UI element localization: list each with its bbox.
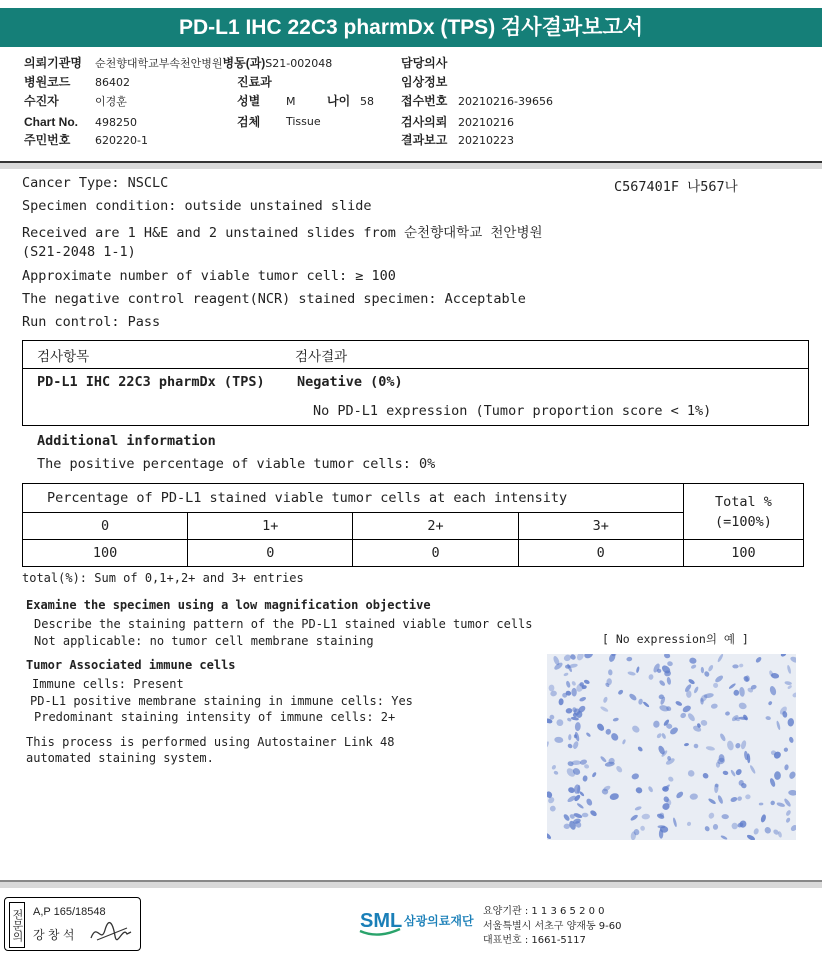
nucleus xyxy=(647,785,654,792)
sml-logo-text: SML xyxy=(360,910,402,932)
total-header-line1: Total % xyxy=(714,493,772,510)
id-label: 주민번호 xyxy=(24,133,71,147)
nucleus xyxy=(547,741,550,748)
nucleus xyxy=(770,800,776,806)
nucleus xyxy=(641,814,650,820)
nucleus xyxy=(760,814,767,823)
slide-id: (S21-2048 1-1) xyxy=(22,244,136,260)
nucleus xyxy=(667,661,673,667)
nucleus xyxy=(785,809,792,816)
nucleus xyxy=(749,764,756,774)
nucleus xyxy=(707,664,714,672)
nucleus xyxy=(722,770,728,775)
nucleus xyxy=(600,755,608,763)
nucleus xyxy=(694,744,699,749)
nucleus xyxy=(731,822,738,830)
req-org-value: 순천향대학교부속천안병원 xyxy=(95,57,223,70)
ncr-text: The negative control reagent(NCR) stained specimen: Acceptable xyxy=(22,291,526,307)
examine-title: Examine the specimen using a low magnification objective xyxy=(26,598,431,612)
specimen-code: C567401F 나567나 xyxy=(614,179,738,195)
nucleus xyxy=(702,772,710,780)
nucleus xyxy=(730,796,738,803)
foundation-name: 삼광의료재단 xyxy=(404,914,474,928)
nucleus xyxy=(583,654,594,660)
nucleus xyxy=(547,832,552,840)
examine-line2: Not applicable: no tumor cell membrane staining xyxy=(34,634,374,648)
value-3: 0 xyxy=(518,540,683,567)
micrograph-image xyxy=(547,654,796,840)
nucleus xyxy=(648,674,654,681)
nucleus xyxy=(667,776,674,783)
dept2-label: 진료과 xyxy=(237,75,272,89)
examine-line1: Describe the staining pattern of the PD-L1 stained viable tumor cells xyxy=(34,617,533,631)
level-3: 3+ xyxy=(518,513,683,540)
report-title: PD-L1 IHC 22C3 pharmDx (TPS) 검사결과보고서 xyxy=(0,8,822,47)
nucleus xyxy=(717,654,724,663)
nucleus xyxy=(675,790,684,799)
nucleus xyxy=(548,685,554,692)
chart-label: Chart No. xyxy=(24,115,78,129)
nucleus xyxy=(708,798,717,806)
nucleus xyxy=(776,802,785,808)
nucleus xyxy=(666,677,671,685)
nucleus xyxy=(712,682,719,689)
nucleus xyxy=(572,741,579,750)
age-value: 58 xyxy=(360,95,374,108)
org-number: 요양기관 : 1 1 3 6 5 2 0 0 xyxy=(483,906,605,917)
nucleus xyxy=(603,696,609,703)
nucleus xyxy=(661,732,667,739)
immune-line1: Immune cells: Present xyxy=(32,677,184,691)
result-col-item: 검사항목 xyxy=(37,349,90,365)
address: 서울특별시 서초구 양재동 9-60 xyxy=(483,921,622,932)
doctor-label: 담당의사 xyxy=(401,56,448,70)
nucleus xyxy=(728,683,736,690)
nucleus xyxy=(746,834,756,840)
nucleus xyxy=(703,670,710,677)
nucleus xyxy=(575,722,581,731)
nucleus xyxy=(630,814,639,822)
id-value: 620220-1 xyxy=(95,134,148,147)
additional-text: The positive percentage of viable tumor cells: 0% xyxy=(37,456,436,472)
nucleus xyxy=(562,813,570,822)
nucleus xyxy=(732,664,738,668)
nucleus xyxy=(568,734,572,740)
received-text: Received are 1 H&E and 2 unstained slides from 순천향대학교 천안병원 xyxy=(22,225,543,241)
nucleus xyxy=(549,805,556,812)
sex-label: 성별 xyxy=(237,94,261,108)
nucleus xyxy=(635,786,644,794)
nucleus xyxy=(576,802,584,809)
nucleus xyxy=(576,654,585,662)
nucleus xyxy=(684,743,689,747)
nucleus xyxy=(726,740,734,751)
nucleus xyxy=(628,693,637,702)
nucleus xyxy=(704,825,711,832)
nucleus xyxy=(682,704,693,713)
patient-label: 수진자 xyxy=(24,94,59,108)
nucleus xyxy=(658,679,666,687)
nucleus xyxy=(565,708,572,714)
nucleus xyxy=(609,792,620,801)
hospital-code-label: 병원코드 xyxy=(24,75,71,89)
value-total: 100 xyxy=(683,540,803,567)
receipt-value: 20210216-39656 xyxy=(458,95,553,108)
nucleus xyxy=(788,736,794,743)
sex-value: M xyxy=(286,95,296,108)
nucleus xyxy=(627,671,636,676)
nucleus xyxy=(565,680,571,688)
nucleus xyxy=(608,669,613,675)
nucleus xyxy=(582,775,588,782)
nucleus xyxy=(612,717,619,722)
image-caption: [ No expression의 예 ] xyxy=(602,632,749,646)
clinical-label: 임상정보 xyxy=(401,75,448,89)
micrograph-cells xyxy=(547,654,796,840)
level-2: 2+ xyxy=(353,513,518,540)
result-box xyxy=(22,340,809,426)
nucleus xyxy=(788,770,796,779)
nucleus xyxy=(689,657,697,664)
nucleus xyxy=(714,674,724,683)
table-note: total(%): Sum of 0,1+,2+ and 3+ entries xyxy=(22,571,304,585)
nucleus xyxy=(774,771,781,780)
nucleus xyxy=(730,769,736,777)
nucleus xyxy=(721,814,729,819)
nucleus xyxy=(642,701,650,708)
nucleus xyxy=(579,696,587,702)
nucleus xyxy=(589,809,598,817)
nucleus xyxy=(687,712,697,722)
nucleus xyxy=(689,793,698,800)
nucleus xyxy=(713,824,719,830)
nucleus xyxy=(686,821,691,826)
level-0: 0 xyxy=(23,513,188,540)
specimen-label: 검체 xyxy=(237,115,261,129)
nucleus xyxy=(638,698,644,705)
nucleus xyxy=(753,828,760,836)
nucleus xyxy=(658,825,666,828)
test-name: PD-L1 IHC 22C3 pharmDx (TPS) xyxy=(37,374,265,390)
receipt-label: 접수번호 xyxy=(401,94,448,108)
nucleus xyxy=(790,824,796,833)
level-1: 1+ xyxy=(188,513,353,540)
intensity-table-header: Percentage of PD-L1 stained viable tumor cells at each intensity xyxy=(23,484,684,513)
nucleus xyxy=(784,764,789,771)
nucleus xyxy=(738,702,748,710)
result-col-result: 검사결과 xyxy=(295,349,348,365)
nucleus xyxy=(672,817,677,827)
nucleus xyxy=(785,817,791,823)
nucleus xyxy=(640,825,646,831)
nucleus xyxy=(690,664,697,670)
value-1: 0 xyxy=(188,540,353,567)
dept-label: 병동(과) xyxy=(222,56,266,70)
nucleus xyxy=(553,770,559,775)
specimen-value: Tissue xyxy=(286,115,321,128)
nucleus xyxy=(634,806,642,812)
sml-logo-icon xyxy=(358,903,402,937)
nucleus xyxy=(736,795,742,801)
nucleus xyxy=(755,656,763,664)
process-line1: This process is performed using Autostainer Link 48 xyxy=(26,735,395,749)
nucleus xyxy=(788,790,796,796)
nucleus xyxy=(769,777,776,787)
nucleus xyxy=(585,798,593,807)
immune-title: Tumor Associated immune cells xyxy=(26,658,236,672)
nucleus xyxy=(605,728,612,735)
total-header-line2: (=100%) xyxy=(714,513,772,530)
nucleus xyxy=(786,665,791,674)
nucleus xyxy=(784,681,792,686)
report-date-value: 20210223 xyxy=(458,134,514,147)
intensity-table xyxy=(22,483,804,567)
nucleus xyxy=(585,732,591,738)
nucleus xyxy=(554,736,564,743)
test-result: Negative (0%) xyxy=(297,374,403,390)
nucleus xyxy=(675,700,683,707)
nucleus xyxy=(701,667,705,674)
grey-band xyxy=(0,163,822,169)
nucleus xyxy=(719,733,727,742)
nucleus xyxy=(596,722,606,732)
age-label: 나이 xyxy=(327,94,351,108)
nucleus xyxy=(792,692,796,699)
footer-grey-band xyxy=(0,882,822,888)
nucleus xyxy=(735,768,743,776)
nucleus xyxy=(763,826,772,835)
req-date-label: 검사의뢰 xyxy=(401,115,448,129)
nucleus xyxy=(700,719,708,726)
stamp-label: 전문의 xyxy=(9,902,25,948)
nucleus xyxy=(563,672,569,677)
nucleus xyxy=(617,689,624,696)
nucleus xyxy=(725,711,731,716)
nucleus xyxy=(783,747,789,753)
nucleus xyxy=(679,712,686,719)
nucleus xyxy=(558,698,564,705)
nucleus xyxy=(740,740,747,750)
nucleus xyxy=(789,656,796,664)
nucleus xyxy=(780,654,787,658)
nucleus xyxy=(583,679,590,685)
process-line2: automated staining system. xyxy=(26,751,214,765)
nucleus xyxy=(768,700,773,705)
nucleus xyxy=(636,666,640,673)
pathologist-name: 강 창 석 xyxy=(33,928,75,942)
ap-number: A,P 165/18548 xyxy=(33,906,106,918)
nucleus xyxy=(653,720,660,728)
result-box-divider xyxy=(23,368,808,369)
nucleus xyxy=(733,689,740,696)
nucleus xyxy=(622,739,627,745)
immune-line3: Predominant staining intensity of immune cells: 2+ xyxy=(34,710,396,724)
nucleus xyxy=(571,680,577,686)
nucleus xyxy=(563,823,570,829)
nucleus xyxy=(787,685,793,690)
nucleus xyxy=(688,678,696,685)
nucleus xyxy=(765,716,771,721)
patient-value: 이경훈 xyxy=(95,95,127,108)
nucleus xyxy=(711,703,719,709)
nucleus xyxy=(717,795,724,805)
cancer-type: Cancer Type: NSCLC xyxy=(22,175,169,191)
sml-logo xyxy=(358,903,402,942)
chart-value: 498250 xyxy=(95,116,137,129)
total-header xyxy=(683,484,803,540)
nucleus xyxy=(571,688,577,697)
nucleus xyxy=(631,773,640,781)
nucleus xyxy=(693,686,699,694)
report-date-label: 결과보고 xyxy=(401,133,448,147)
nucleus xyxy=(706,746,716,752)
nucleus xyxy=(600,705,609,712)
additional-title: Additional information xyxy=(37,433,216,449)
value-2: 0 xyxy=(353,540,518,567)
specimen-condition: Specimen condition: outside unstained slide xyxy=(22,198,372,214)
hospital-code-value: 86402 xyxy=(95,76,130,89)
nucleus xyxy=(555,718,564,727)
signature-icon xyxy=(87,918,135,946)
nucleus xyxy=(567,743,574,749)
nucleus xyxy=(745,794,751,799)
nucleus xyxy=(591,771,597,777)
nucleus xyxy=(720,835,728,840)
nucleus xyxy=(759,802,764,805)
nucleus xyxy=(734,742,741,749)
phone: 대표번호 : 1661-5117 xyxy=(483,935,586,946)
immune-line2: PD-L1 positive membrane staining in immune cells: Yes xyxy=(30,694,413,708)
nucleus xyxy=(687,769,696,778)
value-0: 100 xyxy=(23,540,188,567)
nucleus xyxy=(563,654,572,662)
nucleus xyxy=(637,746,644,753)
nucleus xyxy=(739,687,745,697)
nucleus xyxy=(582,813,589,818)
nucleus xyxy=(787,718,794,727)
nucleus xyxy=(663,654,670,659)
approx-tumor-cell: Approximate number of viable tumor cell: ≥ 100 xyxy=(22,268,396,284)
dept-value: S21-002048 xyxy=(265,57,333,70)
pathologist-stamp xyxy=(4,897,141,951)
nucleus xyxy=(708,812,716,820)
req-date-value: 20210216 xyxy=(458,116,514,129)
nucleus xyxy=(551,764,557,770)
nucleus xyxy=(739,663,744,668)
nucleus xyxy=(769,685,777,696)
nucleus xyxy=(631,724,641,734)
nucleus xyxy=(584,764,590,770)
req-org-label: 의뢰기관명 xyxy=(24,56,82,70)
nucleus xyxy=(610,732,620,742)
nucleus xyxy=(776,720,781,730)
run-control: Run control: Pass xyxy=(22,314,161,330)
nucleus xyxy=(626,657,632,662)
test-result-detail: No PD-L1 expression (Tumor proportion score < 1%) xyxy=(313,403,712,419)
nucleus xyxy=(656,732,663,739)
nucleus xyxy=(615,765,623,774)
